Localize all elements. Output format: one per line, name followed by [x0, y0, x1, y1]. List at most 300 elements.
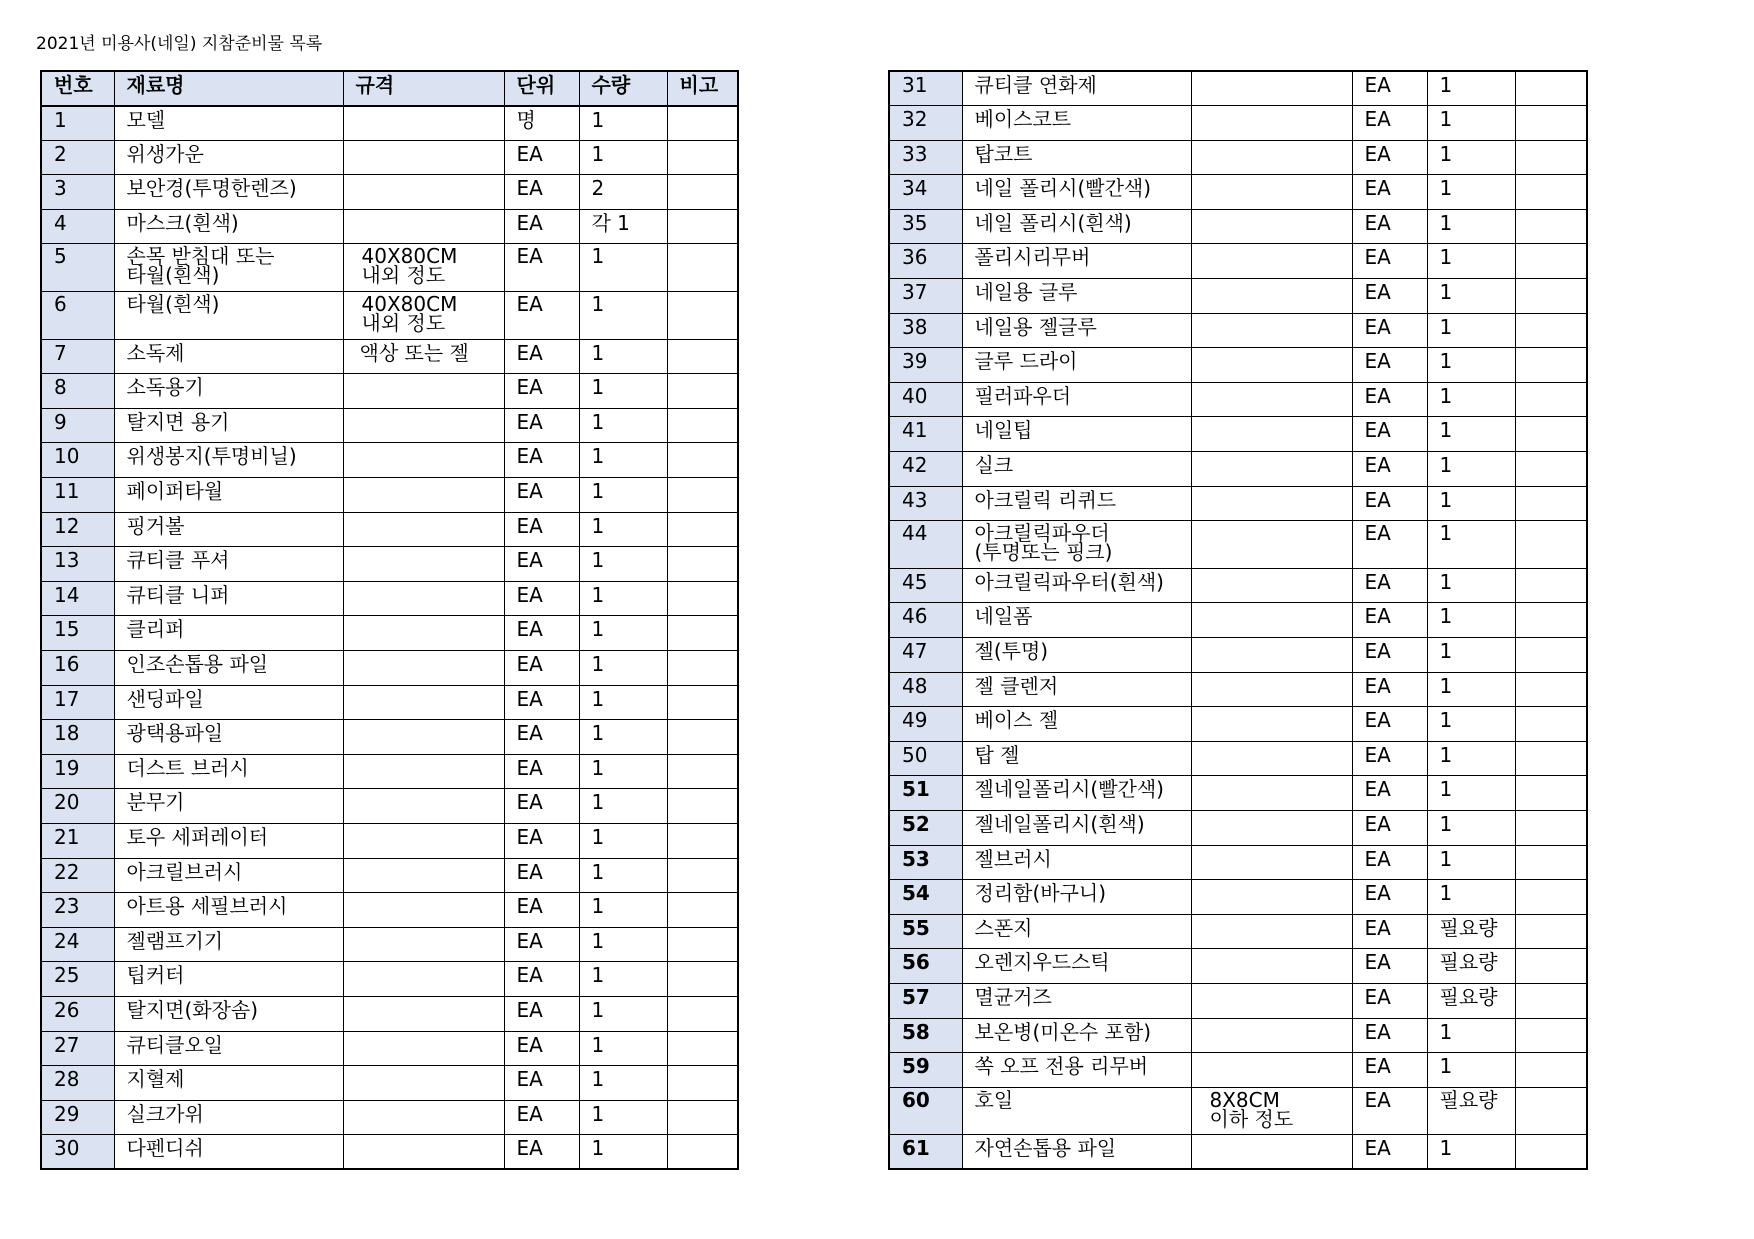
quantity-cell: 1 [1427, 1053, 1515, 1088]
table-row [889, 521, 1587, 569]
material-spec [343, 962, 504, 997]
quantity-cell: 1 [1427, 810, 1515, 845]
quantity-cell: 1 [1427, 486, 1515, 521]
unit-cell: EA [1352, 914, 1427, 949]
table-row [41, 408, 738, 443]
material-spec [1191, 949, 1352, 984]
unit-cell: EA [504, 1100, 579, 1135]
materials-table-right [888, 70, 1588, 1170]
table-row [889, 568, 1587, 603]
row-number: 22 [41, 858, 114, 893]
note-cell [667, 140, 738, 175]
material-name: 탑 젤 [962, 741, 1191, 776]
note-cell [667, 893, 738, 928]
unit-cell: EA [1352, 1087, 1427, 1135]
unit-cell: EA [1352, 845, 1427, 880]
note-cell [667, 685, 738, 720]
material-spec [1191, 845, 1352, 880]
quantity-cell: 1 [579, 408, 667, 443]
quantity-cell: 필요량 [1427, 983, 1515, 1018]
note-cell [1515, 452, 1587, 487]
note-cell [667, 996, 738, 1031]
material-spec [343, 581, 504, 616]
quantity-cell: 1 [579, 720, 667, 755]
table-row [41, 1135, 738, 1170]
material-name: 인조손톱용 파일 [114, 651, 343, 686]
material-spec [343, 651, 504, 686]
table-row [889, 452, 1587, 487]
row-number: 37 [889, 279, 962, 314]
row-number: 28 [41, 1066, 114, 1101]
unit-cell: EA [1352, 568, 1427, 603]
row-number: 34 [889, 175, 962, 210]
unit-cell: EA [504, 858, 579, 893]
table-row [41, 175, 738, 210]
unit-cell: EA [1352, 603, 1427, 638]
row-number: 42 [889, 452, 962, 487]
table-row [889, 140, 1587, 175]
material-spec: 40X80CM 내외 정도 [343, 244, 504, 292]
material-name: 토우 세퍼레이터 [114, 823, 343, 858]
note-cell [667, 547, 738, 582]
material-spec [1191, 741, 1352, 776]
document-title: 2021년 미용사(네일) 지참준비물 목록 [36, 34, 323, 54]
unit-cell: EA [1352, 810, 1427, 845]
material-name: 탈지면 용기 [114, 408, 343, 443]
material-name: 보온병(미온수 포함) [962, 1018, 1191, 1053]
table-row [41, 1100, 738, 1135]
quantity-cell: 2 [579, 175, 667, 210]
table-row [41, 292, 738, 340]
material-name: 샌딩파일 [114, 685, 343, 720]
material-spec [1191, 521, 1352, 569]
table-row [889, 949, 1587, 984]
table-row [41, 962, 738, 997]
table-row [889, 741, 1587, 776]
material-spec [343, 547, 504, 582]
unit-cell: EA [1352, 672, 1427, 707]
table-row [889, 209, 1587, 244]
note-cell [1515, 776, 1587, 811]
material-spec [343, 996, 504, 1031]
note-cell [667, 720, 738, 755]
material-name: 젤네일폴리시(빨간색) [962, 776, 1191, 811]
table-row [41, 893, 738, 928]
row-number: 57 [889, 983, 962, 1018]
note-cell [667, 581, 738, 616]
material-name: 스폰지 [962, 914, 1191, 949]
row-number: 33 [889, 140, 962, 175]
material-spec [1191, 880, 1352, 915]
quantity-cell: 1 [579, 893, 667, 928]
material-name: 다펜디쉬 [114, 1135, 343, 1170]
note-cell [667, 1100, 738, 1135]
row-number: 32 [889, 106, 962, 141]
quantity-cell: 각 1 [579, 209, 667, 244]
note-cell [1515, 707, 1587, 742]
material-name: 쏙 오프 전용 리무버 [962, 1053, 1191, 1088]
table-row [41, 996, 738, 1031]
note-cell [1515, 949, 1587, 984]
header-unit: 단위 [504, 71, 579, 106]
material-name: 네일폼 [962, 603, 1191, 638]
table-row [41, 209, 738, 244]
row-number: 40 [889, 382, 962, 417]
table-row [41, 754, 738, 789]
table-row [889, 71, 1587, 106]
material-name: 정리함(바구니) [962, 880, 1191, 915]
row-number: 50 [889, 741, 962, 776]
quantity-cell: 1 [579, 581, 667, 616]
table-row [41, 1066, 738, 1101]
note-cell [1515, 106, 1587, 141]
row-number: 43 [889, 486, 962, 521]
quantity-cell: 1 [1427, 140, 1515, 175]
material-name: 젤 클렌저 [962, 672, 1191, 707]
row-number: 38 [889, 313, 962, 348]
table-row [41, 443, 738, 478]
quantity-cell: 1 [579, 651, 667, 686]
material-spec [1191, 452, 1352, 487]
material-name: 실크가위 [114, 1100, 343, 1135]
row-number: 41 [889, 417, 962, 452]
row-number: 36 [889, 244, 962, 279]
row-number: 26 [41, 996, 114, 1031]
quantity-cell: 1 [1427, 707, 1515, 742]
note-cell [667, 927, 738, 962]
note-cell [667, 443, 738, 478]
quantity-cell: 1 [1427, 603, 1515, 638]
row-number: 23 [41, 893, 114, 928]
note-cell [667, 754, 738, 789]
material-spec [1191, 209, 1352, 244]
row-number: 11 [41, 478, 114, 513]
note-cell [1515, 1053, 1587, 1088]
row-number: 31 [889, 71, 962, 106]
note-cell [1515, 1135, 1587, 1170]
material-spec [343, 720, 504, 755]
unit-cell: EA [504, 1066, 579, 1101]
unit-cell: EA [504, 1031, 579, 1066]
note-cell [1515, 1018, 1587, 1053]
quantity-cell: 1 [579, 1135, 667, 1170]
unit-cell: 명 [504, 106, 579, 141]
note-cell [667, 651, 738, 686]
quantity-cell: 1 [1427, 382, 1515, 417]
material-name: 네일팁 [962, 417, 1191, 452]
header-spec: 규격 [343, 71, 504, 106]
material-spec [343, 1100, 504, 1135]
table-row [889, 603, 1587, 638]
unit-cell: EA [1352, 1135, 1427, 1170]
row-number: 51 [889, 776, 962, 811]
quantity-cell: 1 [579, 858, 667, 893]
unit-cell: EA [504, 140, 579, 175]
material-spec [1191, 382, 1352, 417]
materials-table-left [40, 70, 739, 1170]
table-row [889, 417, 1587, 452]
material-name: 젤브러시 [962, 845, 1191, 880]
material-name: 광택용파일 [114, 720, 343, 755]
quantity-cell: 1 [1427, 672, 1515, 707]
table-row [889, 382, 1587, 417]
unit-cell: EA [504, 754, 579, 789]
material-name: 네일 폴리시(흰색) [962, 209, 1191, 244]
quantity-cell: 1 [579, 339, 667, 374]
material-name: 손목 받침대 또는 타월(흰색) [114, 244, 343, 292]
material-name: 팁커터 [114, 962, 343, 997]
quantity-cell: 1 [579, 547, 667, 582]
quantity-cell: 1 [579, 512, 667, 547]
table-row [889, 810, 1587, 845]
quantity-cell: 1 [1427, 776, 1515, 811]
material-name: 오렌지우드스틱 [962, 949, 1191, 984]
quantity-cell: 1 [579, 1031, 667, 1066]
material-name: 큐티클 푸셔 [114, 547, 343, 582]
table-row [889, 672, 1587, 707]
material-name: 큐티클오일 [114, 1031, 343, 1066]
material-spec [1191, 810, 1352, 845]
material-name: 젤네일폴리시(흰색) [962, 810, 1191, 845]
material-name: 호일 [962, 1087, 1191, 1135]
table-row [41, 685, 738, 720]
material-spec [343, 1031, 504, 1066]
unit-cell: EA [504, 996, 579, 1031]
row-number: 13 [41, 547, 114, 582]
note-cell [667, 512, 738, 547]
table-row [41, 106, 738, 141]
material-spec [1191, 1135, 1352, 1170]
unit-cell: EA [504, 1135, 579, 1170]
row-number: 21 [41, 823, 114, 858]
material-name: 네일용 글루 [962, 279, 1191, 314]
note-cell [1515, 417, 1587, 452]
row-number: 17 [41, 685, 114, 720]
material-spec [343, 478, 504, 513]
material-name: 아트용 세필브러시 [114, 893, 343, 928]
table-row [889, 776, 1587, 811]
material-name: 젤램프기기 [114, 927, 343, 962]
unit-cell: EA [504, 408, 579, 443]
material-spec [1191, 603, 1352, 638]
header-quantity: 수량 [579, 71, 667, 106]
row-number: 4 [41, 209, 114, 244]
material-spec [343, 512, 504, 547]
material-spec [343, 927, 504, 962]
row-number: 49 [889, 707, 962, 742]
row-number: 59 [889, 1053, 962, 1088]
note-cell [667, 478, 738, 513]
material-spec: 8X8CM 이하 정도 [1191, 1087, 1352, 1135]
row-number: 54 [889, 880, 962, 915]
note-cell [667, 175, 738, 210]
quantity-cell: 필요량 [1427, 1087, 1515, 1135]
material-name: 큐티클 니퍼 [114, 581, 343, 616]
unit-cell: EA [1352, 638, 1427, 673]
material-spec [1191, 313, 1352, 348]
row-number: 8 [41, 374, 114, 409]
unit-cell: EA [1352, 880, 1427, 915]
note-cell [1515, 914, 1587, 949]
note-cell [1515, 382, 1587, 417]
row-number: 48 [889, 672, 962, 707]
quantity-cell: 1 [579, 1066, 667, 1101]
quantity-cell: 1 [579, 374, 667, 409]
table-row [41, 651, 738, 686]
unit-cell: EA [1352, 1018, 1427, 1053]
note-cell [1515, 486, 1587, 521]
note-cell [1515, 348, 1587, 383]
quantity-cell: 1 [579, 789, 667, 824]
row-number: 61 [889, 1135, 962, 1170]
quantity-cell: 1 [1427, 71, 1515, 106]
note-cell [1515, 568, 1587, 603]
table-row [889, 106, 1587, 141]
material-name: 네일용 젤글루 [962, 313, 1191, 348]
unit-cell: EA [504, 512, 579, 547]
quantity-cell: 1 [579, 292, 667, 340]
material-name: 마스크(흰색) [114, 209, 343, 244]
material-name: 페이퍼타월 [114, 478, 343, 513]
row-number: 2 [41, 140, 114, 175]
unit-cell: EA [504, 292, 579, 340]
material-spec [343, 858, 504, 893]
material-spec [1191, 175, 1352, 210]
unit-cell: EA [1352, 776, 1427, 811]
material-name: 네일 폴리시(빨간색) [962, 175, 1191, 210]
unit-cell: EA [504, 893, 579, 928]
row-number: 25 [41, 962, 114, 997]
note-cell [1515, 521, 1587, 569]
note-cell [667, 244, 738, 292]
unit-cell: EA [504, 720, 579, 755]
unit-cell: EA [1352, 707, 1427, 742]
row-number: 46 [889, 603, 962, 638]
row-number: 56 [889, 949, 962, 984]
quantity-cell: 1 [579, 1100, 667, 1135]
unit-cell: EA [1352, 486, 1427, 521]
row-number: 20 [41, 789, 114, 824]
material-spec: 40X80CM 내외 정도 [343, 292, 504, 340]
row-number: 1 [41, 106, 114, 141]
header-note: 비고 [667, 71, 738, 106]
quantity-cell: 1 [579, 616, 667, 651]
material-name: 필러파우더 [962, 382, 1191, 417]
unit-cell: EA [504, 547, 579, 582]
material-spec [1191, 707, 1352, 742]
note-cell [1515, 313, 1587, 348]
note-cell [1515, 845, 1587, 880]
material-spec [1191, 244, 1352, 279]
material-name: 자연손톱용 파일 [962, 1135, 1191, 1170]
material-spec [1191, 71, 1352, 106]
material-name: 분무기 [114, 789, 343, 824]
unit-cell: EA [1352, 279, 1427, 314]
table-row [41, 858, 738, 893]
table-row [889, 1087, 1587, 1135]
table-row [889, 880, 1587, 915]
row-number: 19 [41, 754, 114, 789]
unit-cell: EA [1352, 949, 1427, 984]
material-spec [1191, 417, 1352, 452]
note-cell [1515, 672, 1587, 707]
unit-cell: EA [504, 339, 579, 374]
material-name: 보안경(투명한렌즈) [114, 175, 343, 210]
material-spec [1191, 106, 1352, 141]
quantity-cell: 1 [1427, 175, 1515, 210]
table-header-row [41, 71, 738, 106]
row-number: 53 [889, 845, 962, 880]
note-cell [1515, 741, 1587, 776]
material-spec [343, 823, 504, 858]
unit-cell: EA [504, 209, 579, 244]
unit-cell: EA [1352, 521, 1427, 569]
table-row [889, 348, 1587, 383]
note-cell [1515, 175, 1587, 210]
note-cell [1515, 603, 1587, 638]
material-name: 클리퍼 [114, 616, 343, 651]
note-cell [1515, 209, 1587, 244]
quantity-cell: 1 [579, 140, 667, 175]
material-spec [343, 789, 504, 824]
row-number: 24 [41, 927, 114, 962]
material-name: 실크 [962, 452, 1191, 487]
material-name: 위생봉지(투명비닐) [114, 443, 343, 478]
quantity-cell: 1 [579, 996, 667, 1031]
material-spec [343, 209, 504, 244]
quantity-cell: 1 [579, 754, 667, 789]
note-cell [667, 789, 738, 824]
quantity-cell: 1 [579, 244, 667, 292]
row-number: 39 [889, 348, 962, 383]
material-spec [343, 754, 504, 789]
unit-cell: EA [1352, 382, 1427, 417]
material-spec [1191, 914, 1352, 949]
table-row [889, 1053, 1587, 1088]
table-row [41, 339, 738, 374]
row-number: 52 [889, 810, 962, 845]
material-spec: 액상 또는 젤 [343, 339, 504, 374]
material-spec [343, 175, 504, 210]
material-name: 탈지면(화장솜) [114, 996, 343, 1031]
row-number: 60 [889, 1087, 962, 1135]
unit-cell: EA [504, 244, 579, 292]
table-row [41, 140, 738, 175]
table-row [889, 707, 1587, 742]
row-number: 58 [889, 1018, 962, 1053]
note-cell [1515, 71, 1587, 106]
note-cell [667, 1031, 738, 1066]
quantity-cell: 1 [579, 962, 667, 997]
table-row [889, 244, 1587, 279]
row-number: 12 [41, 512, 114, 547]
unit-cell: EA [504, 651, 579, 686]
quantity-cell: 1 [579, 443, 667, 478]
note-cell [667, 858, 738, 893]
note-cell [667, 1066, 738, 1101]
unit-cell: EA [504, 443, 579, 478]
material-name: 소독제 [114, 339, 343, 374]
note-cell [667, 209, 738, 244]
quantity-cell: 1 [1427, 741, 1515, 776]
unit-cell: EA [504, 962, 579, 997]
table-row [889, 175, 1587, 210]
material-spec [1191, 983, 1352, 1018]
quantity-cell: 1 [1427, 313, 1515, 348]
note-cell [1515, 244, 1587, 279]
quantity-cell: 1 [579, 927, 667, 962]
material-name: 글루 드라이 [962, 348, 1191, 383]
